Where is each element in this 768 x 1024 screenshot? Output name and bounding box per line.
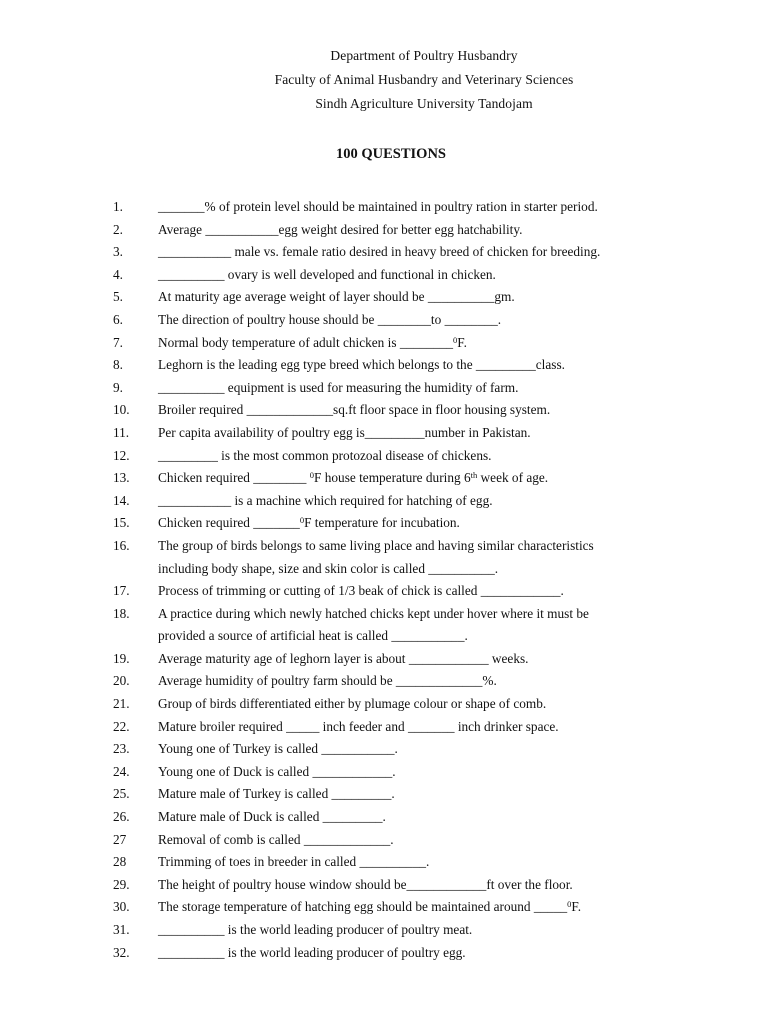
question-fragment: The group of birds belongs to same living place and having similar characteristics [158, 537, 594, 553]
question-text [158, 670, 668, 693]
question-line: provided a source of artificial heat is called ___________. [158, 628, 468, 644]
question-fragment: week of age. [477, 470, 549, 486]
question-number: 26. [113, 809, 130, 825]
question-item [0, 219, 768, 242]
question-text [158, 354, 668, 377]
question-number: 8. [113, 357, 123, 373]
question-fragment: Chicken required _______ [158, 515, 300, 531]
question-line [158, 241, 668, 264]
question-number: 20. [113, 673, 130, 689]
question-item [0, 942, 768, 965]
question-line [158, 445, 668, 468]
question-fragment: Trimming of toes in breeder in called __________. [158, 854, 430, 870]
question-line [158, 535, 668, 558]
question-number: 21. [113, 696, 130, 712]
question-item [0, 377, 768, 400]
question-item [0, 829, 768, 852]
question-item [0, 738, 768, 761]
question-line [158, 490, 668, 513]
question-fragment: Average humidity of poultry farm should be _____________%. [158, 673, 497, 689]
question-fragment: Young one of Duck is called ____________. [158, 763, 396, 779]
question-text [158, 196, 668, 219]
question-fragment: The direction of poultry house should be ________to ________. [158, 311, 502, 327]
question-item [0, 919, 768, 942]
question-number: 24. [113, 763, 130, 779]
question-number: 13. [113, 470, 130, 486]
question-text [158, 467, 668, 490]
question-line [158, 354, 668, 377]
question-line [158, 512, 668, 535]
university-heading: Sindh Agriculture University Tandojam [315, 96, 533, 111]
question-fragment: __________ is the world leading producer of poultry meat. [158, 922, 473, 937]
question-number: 10. [113, 402, 130, 418]
question-number: 2. [113, 221, 123, 237]
question-line: including body shape, size and skin color is called __________. [158, 560, 499, 576]
question-line [158, 851, 668, 874]
question-item [0, 874, 768, 897]
question-line [158, 806, 668, 829]
question-line [158, 738, 668, 761]
question-text [158, 309, 668, 332]
question-number: 1. [113, 199, 123, 214]
question-line [158, 693, 668, 716]
question-item [0, 264, 768, 287]
question-fragment: Broiler required _____________sq.ft floor space in floor housing system. [158, 402, 551, 418]
superscript: 0 [567, 899, 572, 910]
question-text [158, 806, 668, 829]
question-text [158, 512, 668, 535]
question-text [158, 490, 668, 513]
question-item [0, 761, 768, 784]
question-item [0, 851, 768, 874]
question-item [0, 535, 768, 580]
question-line [158, 377, 668, 400]
question-number: 17. [113, 583, 130, 599]
question-text [158, 851, 668, 874]
superscript: 0 [299, 515, 305, 526]
question-line [158, 670, 668, 693]
question-fragment: Young one of Turkey is called ___________. [158, 741, 398, 757]
question-fragment: _______% of protein level should be maintained in poultry ration in starter period. [158, 199, 598, 214]
question-line [158, 309, 668, 332]
question-text [158, 896, 668, 919]
question-fragment: __________ equipment is used for measuring the humidity of farm. [158, 379, 519, 395]
question-fragment: At maturity age average weight of layer should be __________gm. [158, 289, 515, 305]
faculty-heading: Faculty of Animal Husbandry and Veterinary Sciences [274, 72, 574, 87]
question-fragment: F. [571, 899, 582, 915]
question-item [0, 896, 768, 919]
question-item [0, 580, 768, 603]
question-fragment: Average ___________egg weight desired for better egg hatchability. [158, 221, 523, 237]
question-line [158, 603, 668, 626]
question-item [0, 332, 768, 355]
question-item [0, 399, 768, 422]
question-fragment: _________ is the most common protozoal disease of chickens. [158, 447, 492, 463]
question-line [158, 648, 668, 671]
question-fragment: Mature male of Duck is called _________. [158, 809, 386, 825]
question-fragment: F house temperature during 6 [314, 470, 471, 486]
question-line [158, 399, 668, 422]
question-line [158, 264, 668, 287]
question-line [158, 829, 668, 852]
question-line [158, 467, 668, 490]
question-text [158, 761, 668, 784]
question-item [0, 241, 768, 264]
question-text [158, 264, 668, 287]
question-fragment: Group of birds differentiated either by plumage colour or shape of comb. [158, 696, 547, 712]
question-text [158, 738, 668, 761]
question-number: 5. [113, 289, 123, 305]
question-item [0, 354, 768, 377]
question-text [158, 693, 668, 716]
question-number: 30. [113, 899, 130, 915]
question-item [0, 716, 768, 739]
question-fragment: F temperature for incubation. [304, 515, 460, 531]
question-number: 25. [113, 786, 130, 802]
question-number: 28 [113, 854, 127, 870]
question-fragment: Removal of comb is called _____________. [158, 831, 394, 847]
question-number: 11. [113, 424, 130, 440]
question-fragment: Process of trimming or cutting of 1/3 beak of chick is called ____________. [158, 583, 564, 599]
question-item [0, 422, 768, 445]
question-fragment: __________ ovary is well developed and functional in chicken. [158, 266, 496, 282]
question-item [0, 603, 768, 648]
question-text [158, 829, 668, 852]
question-number: 23. [113, 741, 130, 757]
question-item [0, 467, 768, 490]
question-line [158, 219, 668, 242]
question-text [158, 332, 668, 355]
question-number: 22. [113, 718, 130, 734]
question-fragment: Mature broiler required _____ inch feeder and _______ inch drinker space. [158, 718, 559, 734]
question-fragment: Per capita availability of poultry egg is_________number in Pakistan. [158, 424, 531, 440]
question-number: 12. [113, 447, 130, 463]
question-fragment: ___________ male vs. female ratio desired in heavy breed of chicken for breeding. [158, 244, 601, 260]
question-text [158, 399, 668, 422]
question-item [0, 512, 768, 535]
question-item [0, 445, 768, 468]
question-fragment: Leghorn is the leading egg type breed which belongs to the _________class. [158, 357, 565, 373]
superscript: 0 [453, 334, 458, 345]
question-item [0, 648, 768, 671]
question-fragment: The storage temperature of hatching egg should be maintained around _____ [158, 899, 568, 915]
question-fragment: Average maturity age of leghorn layer is about ____________ weeks. [158, 650, 529, 666]
question-number: 6. [113, 311, 123, 327]
question-fragment: Chicken required ________ [158, 470, 310, 486]
question-line [158, 761, 668, 784]
question-fragment: Mature male of Turkey is called _________. [158, 786, 395, 802]
question-list [0, 196, 768, 964]
question-fragment: A practice during which newly hatched chicks kept under hover where it must be [158, 605, 589, 621]
question-item [0, 309, 768, 332]
question-line [158, 422, 668, 445]
question-text [158, 219, 668, 242]
question-text [158, 783, 668, 806]
question-text [158, 648, 668, 671]
question-number: 27 [113, 831, 127, 847]
question-line [158, 332, 668, 355]
question-line [158, 874, 668, 897]
question-line [158, 286, 668, 309]
question-text [158, 241, 668, 264]
question-number: 31. [113, 922, 130, 937]
question-fragment: __________ is the world leading producer of poultry egg. [158, 944, 466, 960]
question-text [158, 942, 668, 965]
question-number: 18. [113, 605, 130, 621]
question-number: 9. [113, 379, 123, 395]
question-line [158, 196, 668, 219]
question-number: 15. [113, 515, 130, 531]
question-fragment: The height of poultry house window should be____________ft over the floor. [158, 876, 573, 892]
question-item [0, 783, 768, 806]
document-title: 100 QUESTIONS [336, 146, 446, 162]
question-text [158, 377, 668, 400]
question-text [158, 422, 668, 445]
question-number: 14. [113, 492, 130, 508]
question-text [158, 286, 668, 309]
question-line [158, 580, 668, 603]
question-line [158, 716, 668, 739]
question-number: 3. [113, 244, 123, 260]
question-line [158, 919, 668, 942]
question-item [0, 670, 768, 693]
question-text [158, 580, 668, 603]
question-number: 32. [113, 944, 130, 960]
question-item [0, 693, 768, 716]
question-number: 7. [113, 334, 123, 350]
question-line [158, 942, 668, 965]
question-fragment: ___________ is a machine which required for hatching of egg. [158, 492, 493, 508]
question-number: 16. [113, 537, 130, 553]
question-number: 29. [113, 876, 130, 892]
superscript: th [470, 470, 478, 481]
question-item [0, 806, 768, 829]
superscript: 0 [309, 470, 315, 481]
question-text [158, 874, 668, 897]
question-text [158, 535, 668, 580]
question-number: 19. [113, 650, 130, 666]
question-line [158, 783, 668, 806]
question-text [158, 716, 668, 739]
department-heading: Department of Poultry Husbandry [330, 48, 518, 63]
question-text [158, 445, 668, 468]
question-item [0, 490, 768, 513]
question-text [158, 603, 668, 648]
question-item [0, 196, 768, 219]
question-fragment: F. [457, 334, 467, 350]
question-number: 4. [113, 266, 123, 282]
question-item [0, 286, 768, 309]
question-fragment: Normal body temperature of adult chicken is ________ [158, 334, 454, 350]
question-line [158, 896, 668, 919]
question-text [158, 919, 668, 942]
